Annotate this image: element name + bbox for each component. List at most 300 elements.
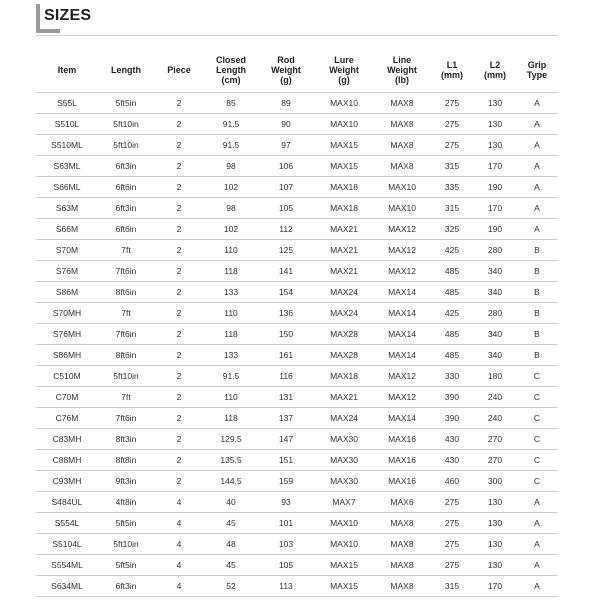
table-cell: 390: [430, 408, 474, 429]
table-cell: 2: [154, 240, 204, 261]
table-cell: MAX8: [374, 93, 430, 114]
table-row: [36, 135, 558, 156]
table-cell: 315: [430, 576, 474, 597]
table-cell: 485: [430, 324, 474, 345]
table-cell: 4ft8in: [98, 492, 154, 513]
table-cell: 8ft6in: [98, 282, 154, 303]
column-header: [430, 48, 474, 93]
table-cell: C70M: [36, 387, 98, 408]
table-cell: MAX15: [314, 156, 374, 177]
column-header-line: (lb): [395, 75, 409, 85]
table-cell: S63M: [36, 198, 98, 219]
table-cell: 300: [474, 471, 516, 492]
table-cell: A: [516, 555, 558, 576]
table-row: [36, 492, 558, 513]
table-cell: 101: [258, 513, 314, 534]
table-cell: 91.5: [204, 135, 258, 156]
table-row: [36, 156, 558, 177]
sizes-table: [36, 48, 558, 597]
table-cell: 2: [154, 345, 204, 366]
table-cell: 5ft5in: [98, 93, 154, 114]
table-cell: 4: [154, 534, 204, 555]
table-cell: MAX10: [374, 198, 430, 219]
column-header-line: (g): [338, 75, 350, 85]
table-cell: 98: [204, 156, 258, 177]
table-cell: 430: [430, 429, 474, 450]
table-row: [36, 387, 558, 408]
column-header-line: Piece: [167, 65, 191, 75]
table-cell: 90: [258, 114, 314, 135]
table-cell: 131: [258, 387, 314, 408]
table-cell: MAX21: [314, 240, 374, 261]
column-header-line: Length: [216, 65, 246, 75]
table-cell: 275: [430, 555, 474, 576]
table-cell: 130: [474, 492, 516, 513]
table-cell: B: [516, 303, 558, 324]
table-cell: 85: [204, 93, 258, 114]
table-cell: 275: [430, 513, 474, 534]
table-cell: MAX14: [374, 324, 430, 345]
table-cell: 52: [204, 576, 258, 597]
table-cell: 6ft3in: [98, 198, 154, 219]
table-cell: B: [516, 345, 558, 366]
table-cell: 103: [258, 534, 314, 555]
table-cell: MAX15: [314, 555, 374, 576]
table-cell: 129.5: [204, 429, 258, 450]
table-cell: MAX10: [314, 513, 374, 534]
table-row: [36, 534, 558, 555]
table-cell: 325: [430, 219, 474, 240]
table-cell: MAX10: [314, 534, 374, 555]
table-cell: MAX30: [314, 471, 374, 492]
table-cell: 9ft3in: [98, 471, 154, 492]
table-cell: 4: [154, 576, 204, 597]
table-cell: C: [516, 429, 558, 450]
table-cell: A: [516, 534, 558, 555]
table-cell: 180: [474, 366, 516, 387]
table-cell: MAX8: [374, 135, 430, 156]
table-cell: B: [516, 324, 558, 345]
table-cell: MAX12: [374, 240, 430, 261]
table-cell: 147: [258, 429, 314, 450]
table-cell: 130: [474, 114, 516, 135]
table-cell: S554ML: [36, 555, 98, 576]
column-header: [154, 48, 204, 93]
table-row: [36, 219, 558, 240]
table-cell: MAX12: [374, 219, 430, 240]
table-cell: 275: [430, 93, 474, 114]
table-cell: MAX6: [374, 492, 430, 513]
table-cell: S63ML: [36, 156, 98, 177]
table-cell: B: [516, 240, 558, 261]
table-cell: 48: [204, 534, 258, 555]
table-cell: 2: [154, 408, 204, 429]
table-cell: 170: [474, 198, 516, 219]
table-row: [36, 345, 558, 366]
table-row: [36, 471, 558, 492]
table-cell: A: [516, 177, 558, 198]
table-row: [36, 366, 558, 387]
table-cell: 110: [204, 387, 258, 408]
table-cell: 270: [474, 429, 516, 450]
table-cell: 335: [430, 177, 474, 198]
table-cell: MAX15: [314, 135, 374, 156]
table-row: [36, 555, 558, 576]
table-cell: A: [516, 513, 558, 534]
table-cell: 5ft10in: [98, 135, 154, 156]
table-cell: S70M: [36, 240, 98, 261]
table-cell: MAX12: [374, 366, 430, 387]
table-cell: 105: [258, 555, 314, 576]
table-cell: 2: [154, 198, 204, 219]
table-cell: MAX14: [374, 408, 430, 429]
table-cell: MAX14: [374, 303, 430, 324]
table-cell: 136: [258, 303, 314, 324]
table-cell: 240: [474, 387, 516, 408]
table-cell: 7ft: [98, 387, 154, 408]
table-cell: 2: [154, 177, 204, 198]
table-cell: 460: [430, 471, 474, 492]
table-cell: 340: [474, 324, 516, 345]
column-header-line: L2: [489, 60, 501, 70]
table-cell: MAX8: [374, 114, 430, 135]
table-cell: 2: [154, 156, 204, 177]
table-cell: C88MH: [36, 450, 98, 471]
table-cell: 190: [474, 177, 516, 198]
table-cell: S484UL: [36, 492, 98, 513]
table-cell: 141: [258, 261, 314, 282]
table-cell: 7ft: [98, 303, 154, 324]
table-cell: 485: [430, 282, 474, 303]
column-header: [258, 48, 314, 93]
table-cell: 275: [430, 135, 474, 156]
table-cell: 8ft6in: [98, 345, 154, 366]
table-cell: 45: [204, 513, 258, 534]
table-cell: MAX15: [314, 576, 374, 597]
table-cell: C: [516, 408, 558, 429]
table-cell: 116: [258, 366, 314, 387]
table-cell: 4: [154, 555, 204, 576]
table-cell: 425: [430, 240, 474, 261]
table-cell: 105: [258, 198, 314, 219]
table-cell: MAX8: [374, 555, 430, 576]
table-cell: 2: [154, 387, 204, 408]
table-cell: 130: [474, 135, 516, 156]
table-cell: 118: [204, 324, 258, 345]
table-cell: 6ft6in: [98, 177, 154, 198]
table-cell: MAX21: [314, 261, 374, 282]
table-cell: 315: [430, 198, 474, 219]
column-header-line: Rod: [277, 55, 295, 65]
table-cell: MAX30: [314, 450, 374, 471]
table-cell: 190: [474, 219, 516, 240]
table-row: [36, 93, 558, 114]
table-cell: 275: [430, 492, 474, 513]
table-cell: MAX8: [374, 534, 430, 555]
table-row: [36, 429, 558, 450]
table-cell: A: [516, 219, 558, 240]
table-cell: 2: [154, 135, 204, 156]
table-cell: MAX24: [314, 282, 374, 303]
table-row: [36, 450, 558, 471]
table-cell: C510M: [36, 366, 98, 387]
table-cell: 2: [154, 282, 204, 303]
header-bracket-foot-decoration: [36, 29, 60, 33]
table-cell: 2: [154, 324, 204, 345]
section-title: SIZES: [44, 7, 92, 24]
table-cell: 340: [474, 282, 516, 303]
table-cell: 133: [204, 282, 258, 303]
table-row: [36, 408, 558, 429]
table-cell: A: [516, 156, 558, 177]
column-header: [204, 48, 258, 93]
column-header: [36, 48, 98, 93]
table-cell: 8ft3in: [98, 429, 154, 450]
table-cell: 4: [154, 492, 204, 513]
table-cell: 89: [258, 93, 314, 114]
column-header-line: Length: [111, 65, 141, 75]
column-header-line: Closed: [215, 55, 246, 65]
table-row: [36, 114, 558, 135]
table-row: [36, 576, 558, 597]
table-cell: 130: [474, 513, 516, 534]
column-header-line: L1: [446, 60, 458, 70]
table-cell: MAX8: [374, 513, 430, 534]
column-header-line: Weight: [271, 65, 301, 75]
table-cell: 93: [258, 492, 314, 513]
table-cell: 2: [154, 366, 204, 387]
table-cell: S86M: [36, 282, 98, 303]
table-cell: 98: [204, 198, 258, 219]
table-cell: MAX16: [374, 471, 430, 492]
table-cell: 110: [204, 240, 258, 261]
table-cell: MAX12: [374, 387, 430, 408]
table-cell: 2: [154, 471, 204, 492]
table-cell: 133: [204, 345, 258, 366]
column-header: [474, 48, 516, 93]
table-cell: 240: [474, 408, 516, 429]
table-cell: 118: [204, 261, 258, 282]
table-cell: S554L: [36, 513, 98, 534]
table-cell: 280: [474, 303, 516, 324]
table-cell: 2: [154, 303, 204, 324]
table-cell: A: [516, 114, 558, 135]
table-cell: 2: [154, 450, 204, 471]
table-cell: 330: [430, 366, 474, 387]
table-cell: 315: [430, 156, 474, 177]
table-cell: A: [516, 93, 558, 114]
table-cell: MAX10: [314, 93, 374, 114]
table-cell: 137: [258, 408, 314, 429]
table-cell: S66M: [36, 219, 98, 240]
table-cell: MAX18: [314, 366, 374, 387]
table-cell: S5104L: [36, 534, 98, 555]
table-cell: A: [516, 135, 558, 156]
table-cell: MAX16: [374, 450, 430, 471]
table-body: [36, 93, 558, 597]
table-cell: 275: [430, 114, 474, 135]
table-cell: MAX28: [314, 324, 374, 345]
table-cell: 130: [474, 534, 516, 555]
table-cell: MAX10: [374, 177, 430, 198]
table-cell: S510ML: [36, 135, 98, 156]
table-cell: 340: [474, 261, 516, 282]
table-cell: 135.5: [204, 450, 258, 471]
table-cell: 118: [204, 408, 258, 429]
column-header-line: Type: [526, 70, 548, 80]
column-header-line: (cm): [221, 75, 241, 85]
table-cell: 159: [258, 471, 314, 492]
table-cell: 5ft10in: [98, 534, 154, 555]
table-cell: 7ft6in: [98, 408, 154, 429]
table-cell: B: [516, 261, 558, 282]
table-cell: MAX14: [374, 282, 430, 303]
table-cell: 7ft6in: [98, 261, 154, 282]
table-cell: 6ft3in: [98, 156, 154, 177]
table-cell: 161: [258, 345, 314, 366]
table-cell: S76M: [36, 261, 98, 282]
table-cell: 102: [204, 177, 258, 198]
table-cell: 106: [258, 156, 314, 177]
table-cell: MAX18: [314, 177, 374, 198]
column-header-line: Grip: [527, 60, 547, 70]
table-cell: 430: [430, 450, 474, 471]
column-header-line: (g): [280, 75, 292, 85]
table-cell: B: [516, 282, 558, 303]
table-cell: 425: [430, 303, 474, 324]
table-cell: 151: [258, 450, 314, 471]
table-cell: 6ft3in: [98, 576, 154, 597]
section-header: [36, 4, 558, 36]
table-row: [36, 303, 558, 324]
column-header: [374, 48, 430, 93]
table-cell: 485: [430, 345, 474, 366]
table-cell: S66ML: [36, 177, 98, 198]
column-header-line: Lure: [334, 55, 354, 65]
column-header: [314, 48, 374, 93]
table-cell: 150: [258, 324, 314, 345]
table-cell: 7ft6in: [98, 324, 154, 345]
table-cell: 8ft8in: [98, 450, 154, 471]
table-cell: MAX14: [374, 345, 430, 366]
table-cell: 5ft5in: [98, 555, 154, 576]
table-cell: 45: [204, 555, 258, 576]
table-row: [36, 261, 558, 282]
column-header: [516, 48, 558, 93]
table-cell: MAX24: [314, 408, 374, 429]
table-cell: MAX30: [314, 429, 374, 450]
table-cell: 170: [474, 156, 516, 177]
table-cell: 2: [154, 219, 204, 240]
table-cell: C: [516, 366, 558, 387]
table-cell: MAX8: [374, 576, 430, 597]
table-cell: 2: [154, 261, 204, 282]
table-cell: 91.5: [204, 366, 258, 387]
table-cell: 280: [474, 240, 516, 261]
table-cell: S76MH: [36, 324, 98, 345]
column-header-line: (mm): [484, 70, 506, 80]
table-cell: S86MH: [36, 345, 98, 366]
table-cell: 5ft10in: [98, 366, 154, 387]
table-cell: 4: [154, 513, 204, 534]
table-cell: 112: [258, 219, 314, 240]
table-cell: A: [516, 576, 558, 597]
column-header-line: Item: [57, 65, 77, 75]
column-header-line: (mm): [441, 70, 463, 80]
table-cell: MAX24: [314, 303, 374, 324]
table-row: [36, 282, 558, 303]
table-cell: 91.5: [204, 114, 258, 135]
table-cell: 130: [474, 93, 516, 114]
table-cell: 2: [154, 93, 204, 114]
table-header-row: [36, 48, 558, 93]
table-cell: MAX8: [374, 156, 430, 177]
table-row: [36, 513, 558, 534]
table-cell: 6ft6in: [98, 219, 154, 240]
table-row: [36, 324, 558, 345]
header-divider: [36, 35, 558, 36]
table-cell: 2: [154, 429, 204, 450]
table-cell: MAX21: [314, 387, 374, 408]
table-cell: C93MH: [36, 471, 98, 492]
table-cell: 170: [474, 576, 516, 597]
table-cell: C: [516, 450, 558, 471]
table-cell: 113: [258, 576, 314, 597]
table-row: [36, 240, 558, 261]
table-cell: C: [516, 387, 558, 408]
table-cell: 270: [474, 450, 516, 471]
table-cell: S55L: [36, 93, 98, 114]
table-cell: S510L: [36, 114, 98, 135]
table-cell: 40: [204, 492, 258, 513]
table-cell: 107: [258, 177, 314, 198]
table-cell: C: [516, 471, 558, 492]
table-row: [36, 198, 558, 219]
table-cell: MAX16: [374, 429, 430, 450]
table-cell: 485: [430, 261, 474, 282]
column-header-line: Weight: [329, 65, 359, 75]
column-header: [98, 48, 154, 93]
table-cell: 390: [430, 387, 474, 408]
table-cell: A: [516, 492, 558, 513]
table-cell: MAX7: [314, 492, 374, 513]
table-cell: 7ft: [98, 240, 154, 261]
table-cell: 125: [258, 240, 314, 261]
table-cell: MAX10: [314, 114, 374, 135]
table-cell: 5ft5in: [98, 513, 154, 534]
table-cell: 5ft10in: [98, 114, 154, 135]
table-row: [36, 177, 558, 198]
column-header-line: Weight: [387, 65, 417, 75]
table-cell: 275: [430, 534, 474, 555]
table-cell: 2: [154, 114, 204, 135]
table-cell: MAX12: [374, 261, 430, 282]
table-cell: S70MH: [36, 303, 98, 324]
table-cell: 97: [258, 135, 314, 156]
table-cell: 144.5: [204, 471, 258, 492]
column-header-line: Line: [392, 55, 412, 65]
table-cell: MAX21: [314, 219, 374, 240]
table-cell: 340: [474, 345, 516, 366]
table-cell: 154: [258, 282, 314, 303]
table-cell: MAX28: [314, 345, 374, 366]
table-cell: MAX18: [314, 198, 374, 219]
table-cell: S634ML: [36, 576, 98, 597]
table-cell: A: [516, 198, 558, 219]
table-cell: 110: [204, 303, 258, 324]
table-cell: C76M: [36, 408, 98, 429]
table-cell: 130: [474, 555, 516, 576]
